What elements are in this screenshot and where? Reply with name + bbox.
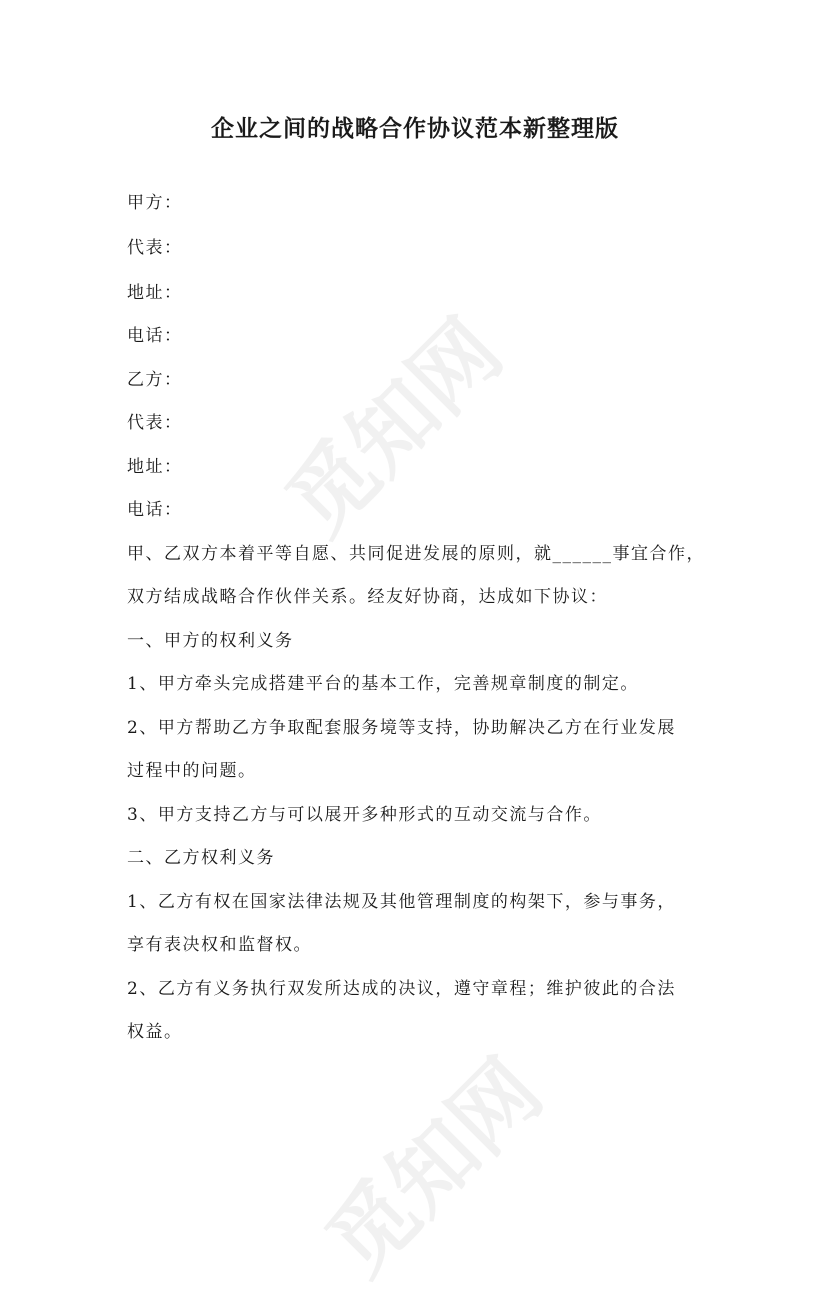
clause-item: 权益。 xyxy=(127,1022,183,1042)
clause-item: 1、甲方牵头完成搭建平台的基本工作，完善规章制度的制定。 xyxy=(127,674,639,694)
party-b-address: 地址： xyxy=(127,457,183,477)
clause-item: 2、甲方帮助乙方争取配套服务境等支持，协助解决乙方在行业发展 xyxy=(127,718,676,738)
clause-item: 1、乙方有权在国家法律法规及其他管理制度的构架下，参与事务， xyxy=(127,892,676,912)
section-heading: 一、甲方的权利义务 xyxy=(127,631,294,651)
party-b-label: 乙方： xyxy=(127,370,183,390)
clause-item: 享有表决权和监督权。 xyxy=(127,935,312,955)
watermark: 觅知网 xyxy=(268,301,522,555)
party-a-label: 甲方： xyxy=(127,193,183,213)
party-a-phone: 电话： xyxy=(127,326,183,346)
party-b-representative: 代表： xyxy=(127,413,183,433)
body-paragraph: 甲、乙双方本着平等自愿、共同促进发展的原则，就______事宜合作， xyxy=(127,544,705,564)
section-heading: 二、乙方权利义务 xyxy=(127,848,275,868)
party-b-phone: 电话： xyxy=(127,500,183,520)
clause-item: 2、乙方有义务执行双发所达成的决议，遵守章程；维护彼此的合法 xyxy=(127,979,676,999)
party-a-address: 地址： xyxy=(127,283,183,303)
clause-item: 过程中的问题。 xyxy=(127,761,257,781)
body-paragraph: 双方结成战略合作伙伴关系。经友好协商，达成如下协议： xyxy=(127,587,608,607)
clause-item: 3、甲方支持乙方与可以展开多种形式的互动交流与合作。 xyxy=(127,805,602,825)
document-title: 企业之间的战略合作协议范本新整理版 xyxy=(211,116,619,142)
party-a-representative: 代表： xyxy=(127,238,183,258)
watermark: 觅知网 xyxy=(308,1041,562,1295)
